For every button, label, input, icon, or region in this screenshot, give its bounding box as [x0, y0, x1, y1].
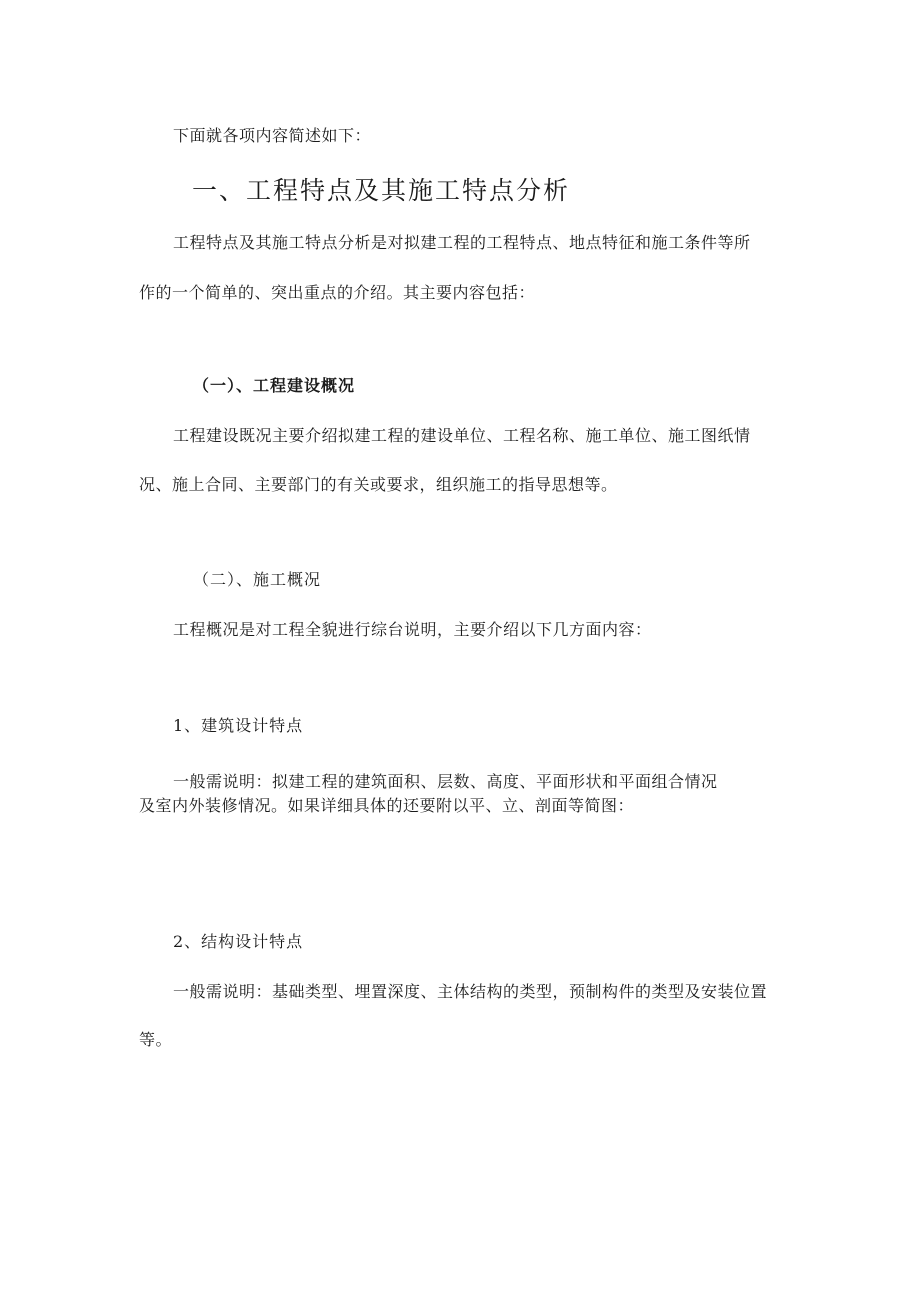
section-1-paragraph-line-1: 工程特点及其施工特点分析是对拟建工程的工程特点、地点特征和施工条件等所	[173, 233, 751, 252]
item-2-title: 2、结构设计特点	[173, 932, 304, 951]
item-1-title: 1、建筑设计特点	[173, 716, 304, 735]
subsection-1-paragraph-line-1: 工程建设既况主要介绍拟建工程的建设单位、工程名称、施工单位、施工图纸情	[173, 426, 751, 445]
intro-text: 下面就各项内容简述如下：	[173, 126, 372, 145]
item-1-paragraph-line-1: 一般需说明：拟建工程的建筑面积、层数、高度、平面形状和平面组合情况	[173, 772, 718, 791]
section-1-paragraph-line-2: 作的一个简单的、突出重点的介绍。其主要内容包括：	[139, 283, 536, 302]
subsection-2-paragraph-line-1: 工程概况是对工程全貌进行综台说明，主要介绍以下几方面内容：	[173, 620, 652, 639]
item-2-paragraph-line-1: 一般需说明：基础类型、埋置深度、主体结构的类型，预制构件的类型及安装位置	[173, 982, 768, 1001]
subsection-1-paragraph-line-2: 况、施上合同、主要部门的有关或要求，组织施工的指导思想等。	[139, 475, 618, 494]
section-1-title: 一、工程特点及其施工特点分析	[192, 176, 571, 205]
item-2-paragraph-line-2: 等。	[139, 1030, 173, 1049]
item-1-paragraph-line-2: 及室内外装修情况。如果详细具体的还要附以平、立、剖面等简图：	[139, 796, 635, 815]
subsection-2-title: （二）、施工概况	[193, 570, 322, 589]
subsection-1-title: （一）、工程建设概况	[193, 376, 356, 395]
